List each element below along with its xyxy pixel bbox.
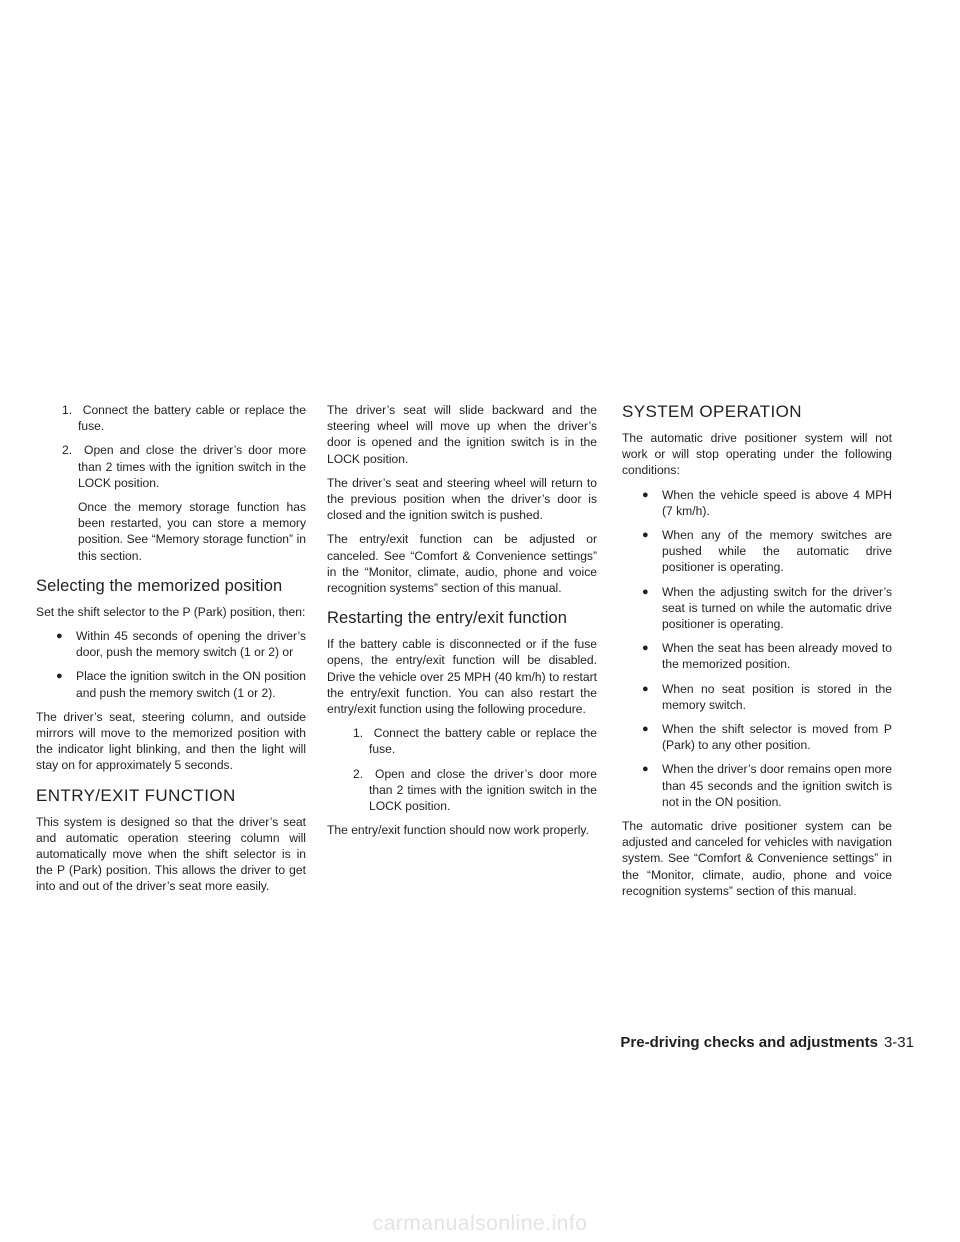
paragraph: The driver’s seat, steering column, and outside mirrors will move to the memorized position with the indicator light blinking, and then the light will stay on for approximately 5 seconds. <box>36 709 306 773</box>
bullet-item <box>622 487 892 519</box>
bullet-text: When the adjusting switch for the driver’s seat is turned on while the automatic drive positioner is operating. <box>662 584 892 632</box>
bullet-item <box>622 527 892 576</box>
bullet-icon: ● <box>642 642 649 655</box>
paragraph: The driver’s seat will slide backward and the steering wheel will move up when the driver’s door is opened and the ignition switch is in the LOCK position. <box>327 403 597 466</box>
bullet-icon: ● <box>642 488 649 501</box>
paragraph: This system is designed so that the driver’s seat and automatic operation steering column will automatically move when the shift selector is in the P (Park) position. This allows the driver to get into and out of the driver’s seat more easily. <box>36 814 306 894</box>
bullet-text: When the shift selector is moved from P (Park) to any other position. <box>662 722 892 753</box>
bullet-item <box>622 640 892 672</box>
step-item <box>327 725 597 757</box>
bullet-text: When the driver’s door remains open more than 45 seconds and the ignition switch is not in the ON position. <box>662 762 892 809</box>
bullet-list <box>622 487 892 810</box>
bullet-item <box>36 628 306 660</box>
step-number: 1. <box>62 403 73 417</box>
paragraph: The automatic drive positioner system will not work or will stop operating under the following conditions: <box>622 431 892 478</box>
bullet-icon: ● <box>642 529 649 542</box>
step-number: 2. <box>353 766 364 781</box>
paragraph: The driver’s seat and steering wheel will return to the previous position when the driver’s door is closed and the ignition switch is pushed. <box>327 475 597 523</box>
step-note: Once the memory storage function has been restarted, you can store a memory position. See “Memory storage function” in this section. <box>78 500 306 563</box>
step-text: Connect the battery cable or replace the fuse. <box>78 403 306 434</box>
heading-selecting-memorized-position: Selecting the memorized position <box>36 576 283 595</box>
bullet-text: Within 45 seconds of opening the driver’s door, push the memory switch (1 or 2) or <box>76 629 306 660</box>
heading-system-operation: SYSTEM OPERATION <box>622 402 802 421</box>
bullet-icon: ● <box>642 723 649 736</box>
bullet-list <box>36 628 306 701</box>
bullet-text: When any of the memory switches are pushed while the automatic drive positioner is operating. <box>662 528 892 575</box>
paragraph: The automatic drive positioner system can be adjusted and canceled for vehicles with navigation system. See “Comfort & Convenience settings” in the “Monitor, climate, audio, phone and voice recognition systems” section of this manual. <box>622 819 892 898</box>
bullet-icon: ● <box>56 670 63 683</box>
step-item <box>36 442 306 491</box>
bullet-item <box>622 681 892 713</box>
bullet-icon: ● <box>642 682 649 695</box>
page-footer <box>620 1034 914 1052</box>
bullet-icon: ● <box>642 585 649 598</box>
bullet-text: Place the ignition switch in the ON position and push the memory switch (1 or 2). <box>76 669 306 700</box>
bullet-text: When the vehicle speed is above 4 MPH (7 km/h). <box>662 487 892 518</box>
step-text: Open and close the driver’s door more than 2 times with the ignition switch in the LOCK position. <box>78 443 306 490</box>
paragraph: If the battery cable is disconnected or if the fuse opens, the entry/exit function will be disabled. Drive the vehicle over 25 MPH (40 km/h) to restart the entry/exit function. You can also restart the entry/exit function using the following procedure. <box>327 637 597 717</box>
paragraph: The entry/exit function can be adjusted or canceled. See “Comfort & Convenience settings” in the “Monitor, climate, audio, phone and voice recognition systems” section of this manual. <box>327 532 597 596</box>
bullet-icon: ● <box>56 630 63 643</box>
bullet-text: When the seat has been already moved to the memorized position. <box>662 641 892 672</box>
watermark: carmanualsonline.info <box>372 1212 588 1235</box>
paragraph: The entry/exit function should now work properly. <box>327 823 589 838</box>
step-text: Open and close the driver’s door more than 2 times with the ignition switch in the LOCK position. <box>369 766 597 814</box>
step-text: Connect the battery cable or replace the fuse. <box>369 726 597 757</box>
section-title: Pre-driving checks and adjustments <box>620 1034 878 1051</box>
step-number: 1. <box>353 726 364 741</box>
step-item <box>36 402 306 434</box>
bullet-icon: ● <box>642 763 649 776</box>
step-item <box>327 766 597 815</box>
bullet-item <box>622 721 892 753</box>
column-middle <box>327 402 597 846</box>
step-number: 2. <box>62 443 73 458</box>
bullet-item <box>622 584 892 633</box>
page-number: 3-31 <box>883 1034 914 1051</box>
column-right <box>622 402 892 907</box>
column-left <box>36 402 306 903</box>
paragraph: Set the shift selector to the P (Park) position, then: <box>36 604 306 619</box>
bullet-text: When no seat position is stored in the memory switch. <box>662 681 892 712</box>
bullet-item <box>622 761 892 810</box>
heading-restarting-entry-exit: Restarting the entry/exit function <box>327 609 568 628</box>
bullet-item <box>36 668 306 700</box>
heading-entry-exit-function: ENTRY/EXIT FUNCTION <box>36 785 236 805</box>
